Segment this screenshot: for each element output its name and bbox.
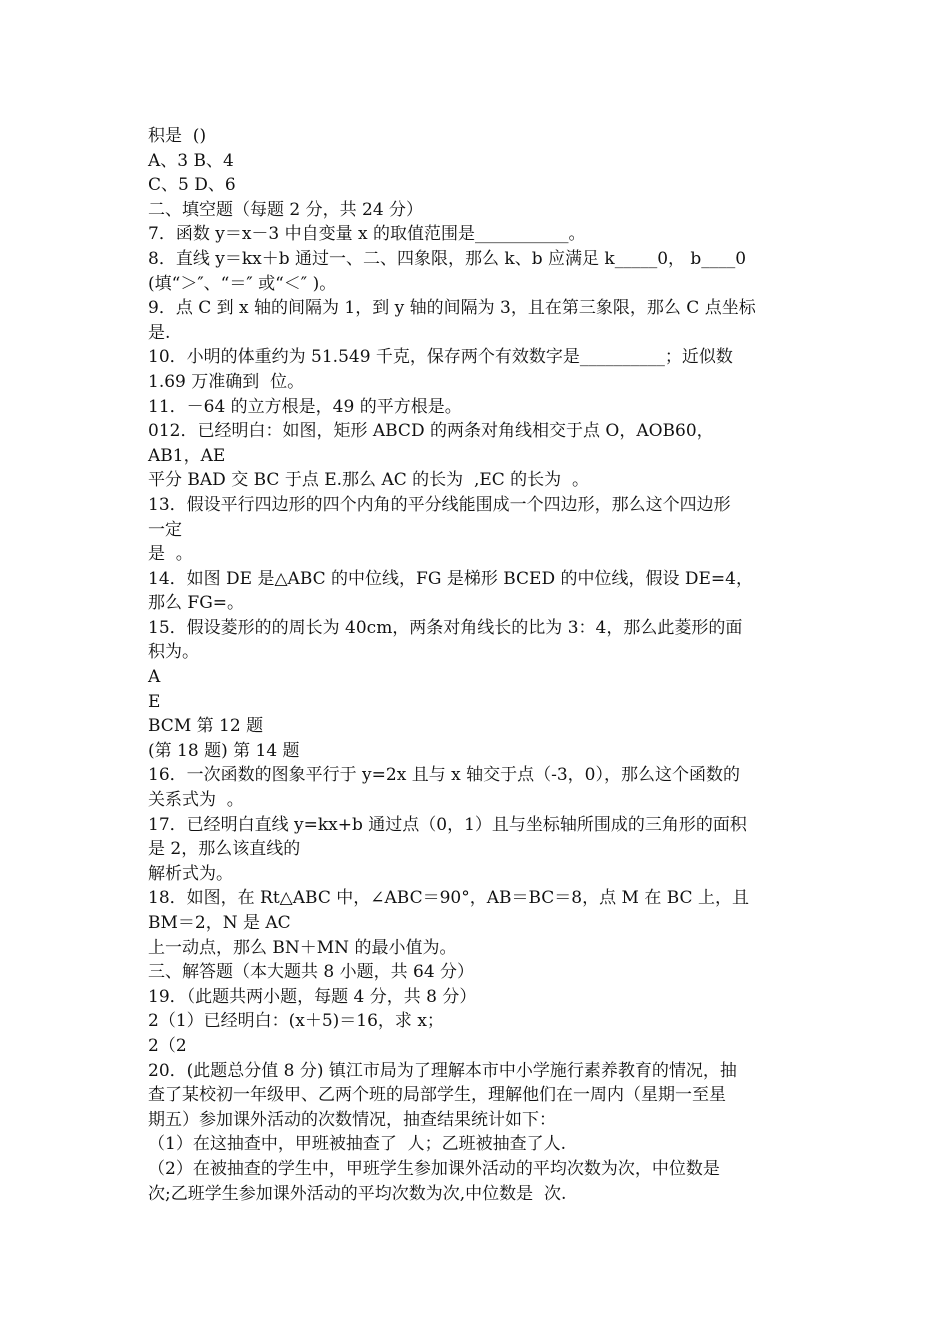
- text-line: 17．已经明白直线 y=kx+b 通过点（0，1）且与坐标轴所围成的三角形的面积: [148, 814, 747, 835]
- figure-label: A: [148, 667, 161, 688]
- text-line: 9．点 C 到 x 轴的间隔为 1，到 y 轴的间隔为 3，且在第三象限，那么 C 点坐标: [148, 298, 756, 319]
- text-line: 积为。: [148, 642, 199, 663]
- figure-caption: (第 18 题) 第 14 题: [148, 740, 300, 761]
- text-line: 是 2，那么该直线的: [148, 839, 301, 860]
- text-line: C、5 D、6: [148, 175, 236, 196]
- text-line: 查了某校初一年级甲、乙两个班的局部学生，理解他们在一周内（星期一至星: [148, 1085, 726, 1106]
- text-line: 14．如图 DE 是△ABC 的中位线，FG 是梯形 BCED 的中位线，假设 DE=4，: [148, 568, 753, 589]
- text-line: BM＝2，N 是 AC: [148, 913, 291, 933]
- text-line: （1）在这抽查中，甲班被抽查了 人；乙班被抽查了人.: [148, 1134, 567, 1155]
- text-line: （2）在被抽查的学生中，甲班学生参加课外活动的平均次数为次，中位数是: [148, 1158, 720, 1179]
- section-heading: 三、解答题（本大题共 8 小题，共 64 分）: [148, 962, 475, 983]
- text-line: 16．一次函数的图象平行于 y=2x 且与 x 轴交于点（-3，0），那么这个函数的: [148, 765, 740, 786]
- text-line: 关系式为 。: [148, 790, 244, 811]
- text-line: 1.69 万准确到 位。: [148, 371, 305, 392]
- text-line: 2（1）已经明白：(x＋5)＝16，求 x；: [148, 1011, 444, 1032]
- text-line: AB1，AE: [148, 445, 226, 466]
- text-line: 是.: [148, 322, 171, 343]
- text-line: 平分 BAD 交 BC 于点 E.那么 AC 的长为 ,EC 的长为 。: [148, 470, 589, 491]
- text-line: 是 。: [148, 544, 193, 565]
- text-line: 那么 FG=。: [148, 593, 245, 614]
- text-line: 15．假设菱形的的周长为 40cm，两条对角线长的比为 3：4，那么此菱形的面: [148, 617, 743, 638]
- text-line: 19．（此题共两小题，每题 4 分，共 8 分）: [148, 986, 477, 1007]
- text-line: (填“＞″、“＝″ 或“＜″ )。: [148, 273, 337, 294]
- section-heading: 二、填空题（每题 2 分，共 24 分）: [148, 199, 424, 220]
- text-line: 8．直线 y＝kx＋b 通过一、二、四象限，那么 k、b 应满足 k_____0， b____0: [148, 248, 747, 269]
- text-line: 7．函数 y＝x－3 中自变量 x 的取值范围是___________。: [148, 224, 586, 245]
- text-line: 11．－64 的立方根是，49 的平方根是。: [148, 396, 462, 417]
- text-line: 012．已经明白：如图，矩形 ABCD 的两条对角线相交于点 O，AOB60，: [148, 421, 714, 442]
- text-line: 10．小明的体重约为 51.549 千克，保存两个有效数字是__________；近似数: [148, 347, 733, 368]
- text-line: 解析式为。: [148, 863, 233, 884]
- text-line: A、3 B、4: [148, 150, 234, 171]
- text-line: 期五）参加课外活动的次数情况，抽查结果统计如下：: [148, 1109, 556, 1130]
- document-page: [148, 124, 808, 1206]
- text-line: 18．如图，在 Rt△ABC 中，∠ABC＝90°，AB＝BC＝8，点 M 在 BC 上，且: [148, 888, 749, 909]
- text-line: 次;乙班学生参加课外活动的平均次数为次,中位数是 次.: [148, 1183, 567, 1204]
- text-line: 积是 (): [148, 126, 207, 146]
- text-line: 13．假设平行四边形的四个内角的平分线能围成一个四边形，那么这个四边形: [148, 494, 731, 515]
- text-line: 上一动点，那么 BN＋MN 的最小值为。: [148, 937, 457, 958]
- figure-caption: BCM 第 12 题: [148, 716, 264, 737]
- text-line: 20．(此题总分值 8 分) 镇江市局为了理解本市中小学施行素养教育的情况，抽: [148, 1060, 737, 1081]
- figure-label: E: [148, 691, 161, 712]
- text-line: 2（2: [148, 1035, 187, 1056]
- text-line: 一定: [148, 519, 182, 540]
